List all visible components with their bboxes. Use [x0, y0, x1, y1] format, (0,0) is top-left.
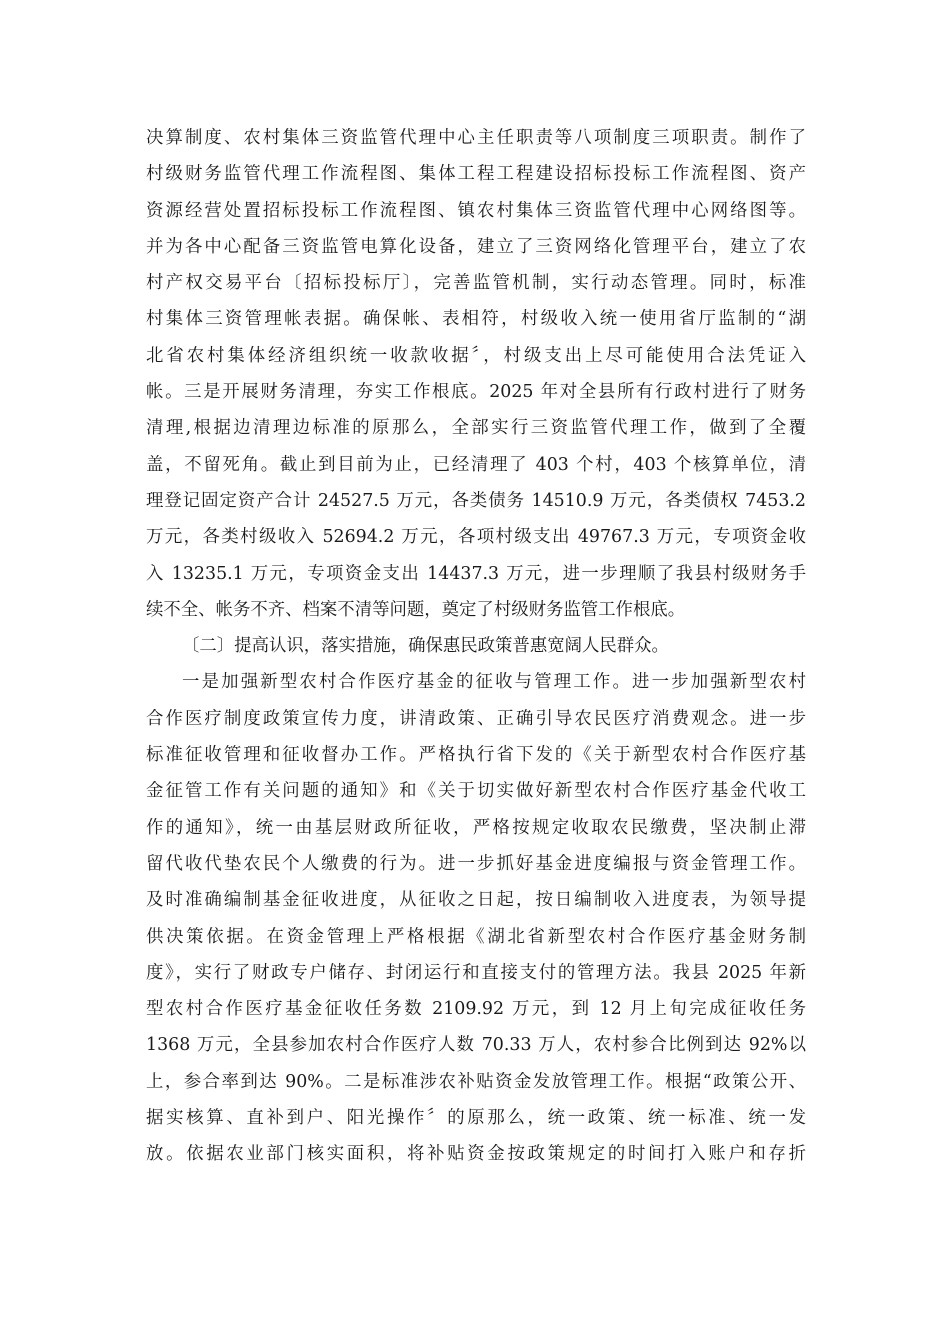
text-line: 据实核算、直补到户、阳光操作〞的原那么，统一政策、统一标准、统一发 — [146, 1108, 806, 1129]
document-page — [146, 120, 806, 1173]
text-line: 清理,根据边清理边标准的原那么，全部实行三资监管代理工作，做到了全覆 — [146, 418, 806, 439]
text-line: 供决策依据。在资金管理上严格根据《湖北省新型农村合作医疗基金财务制 — [146, 926, 806, 947]
text-line: 续不全、帐务不齐、档案不清等问题，奠定了村级财务监管工作根底。 — [146, 599, 686, 620]
text-line: 决算制度、农村集体三资监管代理中心主任职责等八项制度三项职责。制作了 — [146, 128, 806, 148]
text-line: 型农村合作医疗基金征收任务数 2109.92 万元，到 12 月上旬完成征收任务 — [146, 999, 806, 1020]
text-line: 标准征收管理和征收督办工作。严格执行省下发的《关于新型农村合作医疗基 — [146, 745, 806, 766]
text-line: 村产权交易平台〔招标投标厅〕，完善监管机制，实行动态管理。同时，标准 — [146, 273, 806, 294]
text-line: 金征管工作有关问题的通知》和《关于切实做好新型农村合作医疗基金代收工 — [146, 781, 806, 802]
text-line: 留代收代垫农民个人缴费的行为。进一步抓好基金进度编报与资金管理工作。 — [146, 853, 806, 874]
text-line: 合作医疗制度政策宣传力度，讲清政策、正确引导农民医疗消费观念。进一步 — [146, 708, 806, 729]
text-line: 理登记固定资产合计 24527.5 万元，各类债务 14510.9 万元，各类债权 7453.2 — [146, 490, 806, 511]
text-line: 村级财务监管代理工作流程图、集体工程工程建设招标投标工作流程图、资产 — [146, 164, 806, 185]
text-line: 上，参合率到达 90%。二是标准涉农补贴资金发放管理工作。根据“政策公开、 — [146, 1071, 806, 1092]
text-line: 〔二〕提高认识，落实措施，确保惠民政策普惠宽阔人民群众。 — [182, 636, 669, 657]
text-line: 盖，不留死角。截止到目前为止，已经清理了 403 个村，403 个核算单位，清 — [146, 454, 806, 475]
text-line: 1368 万元，全县参加农村合作医疗人数 70.33 万人，农村参合比例到达 92%以 — [146, 1035, 806, 1056]
text-line: 作的通知》，统一由基层财政所征收，严格按规定收取农民缴费，坚决制止滞 — [146, 817, 806, 838]
text-line: 万元，各类村级收入 52694.2 万元，各项村级支出 49767.3 万元，专项资金收 — [146, 527, 806, 548]
text-line: 度》，实行了财政专户储存、封闭运行和直接支付的管理方法。我县 2025 年新 — [146, 962, 806, 983]
text-line: 资源经营处置招标投标工作流程图、镇农村集体三资监管代理中心网络图等。 — [146, 200, 806, 221]
text-line: 及时准确编制基金征收进度，从征收之日起，按日编制收入进度表，为领导提 — [146, 890, 806, 911]
text-line: 入 13235.1 万元，专项资金支出 14437.3 万元，进一步理顺了我县村级财务手 — [146, 563, 806, 584]
text-line: 村集体三资管理帐表据。确保帐、表相符，村级收入统一使用省厅监制的“湖 — [146, 309, 806, 330]
text-line: 帐。三是开展财务清理，夯实工作根底。2025 年对全县所有行政村进行了财务 — [146, 382, 806, 403]
text-line: 并为各中心配备三资监管电算化设备，建立了三资网络化管理平台，建立了农 — [146, 236, 806, 257]
text-line: 北省农村集体经济组织统一收款收据〞，村级支出上尽可能使用合法凭证入 — [146, 345, 806, 366]
text-line: 放。依据农业部门核实面积，将补贴资金按政策规定的时间打入账户和存折 — [146, 1144, 806, 1165]
text-line: 一是加强新型农村合作医疗基金的征收与管理工作。进一步加强新型农村 — [182, 672, 806, 693]
